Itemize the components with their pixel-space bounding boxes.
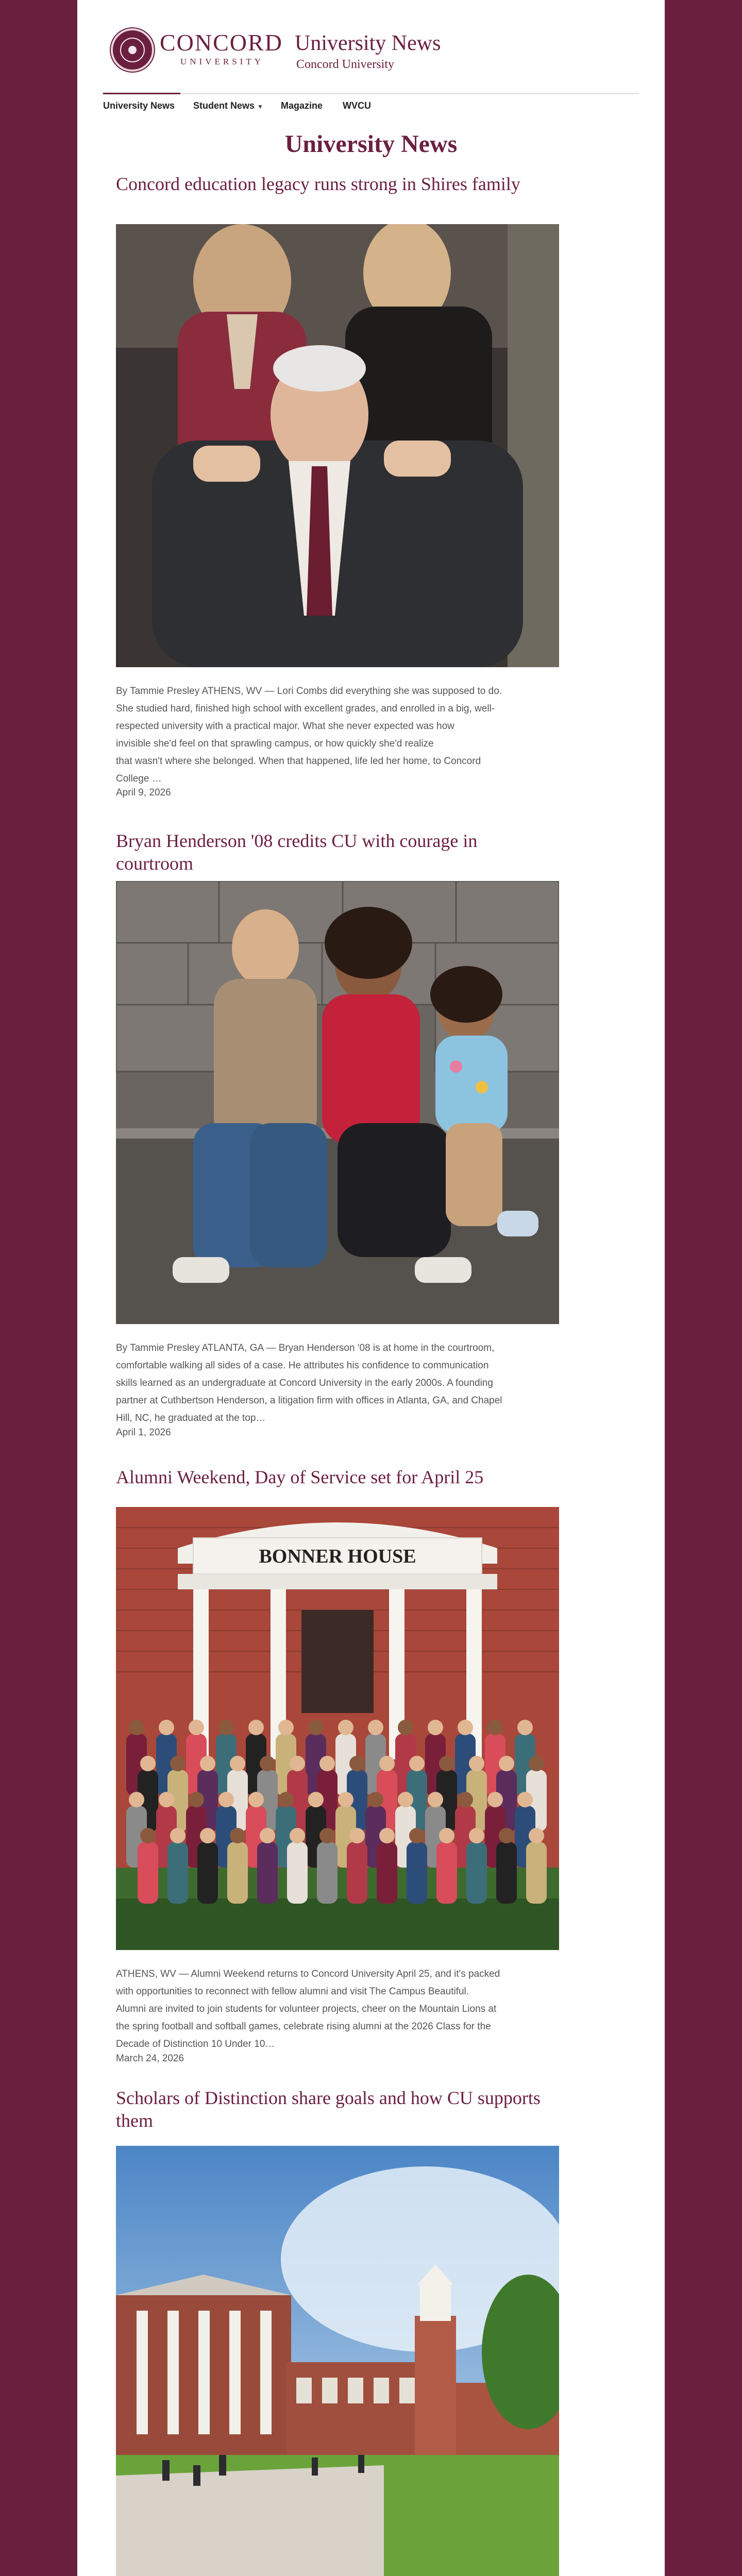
post-date: March 24, 2026	[116, 2053, 184, 2064]
site-title[interactable]: University News	[295, 31, 441, 55]
post-title[interactable]: Alumni Weekend, Day of Service set for April 25	[116, 1467, 484, 1487]
excerpt-line: ATHENS, WV — Alumni Weekend returns to Concord University April 25, and it's packed	[116, 1969, 500, 1979]
post-image-shires-family[interactable]	[116, 224, 559, 667]
excerpt-line: By Tammie Presley ATHENS, WV — Lori Combs did everything she was supposed to do.	[116, 686, 502, 697]
excerpt-line: By Tammie Presley ATLANTA, GA — Bryan Henderson '08 is at home in the courtroom,	[116, 1343, 495, 1353]
nav-wvcu[interactable]: WVCU	[343, 100, 371, 111]
post-article	[116, 1466, 559, 2079]
university-seal-icon	[111, 28, 154, 72]
site-description: Concord University	[296, 58, 394, 71]
excerpt-line: Alumni are invited to join students for volunteer projects, cheer on the Mountain Lions at	[116, 2004, 497, 2014]
archive-title: University News	[284, 130, 458, 158]
excerpt-line: Decade of Distinction 10 Under 10…	[116, 2039, 275, 2049]
post-title[interactable]: Bryan Henderson '08 credits CU with courage in courtroom	[116, 831, 478, 874]
post-article	[116, 173, 559, 817]
excerpt-line: She studied hard, finished high school with excellent grades, and enrolled in a big, well-	[116, 703, 495, 714]
excerpt-line: invisible she'd feel on that sprawling campus, or how quickly she'd realize	[116, 738, 434, 749]
excerpt-line: College …	[116, 773, 162, 784]
nav-magazine[interactable]: Magazine	[281, 100, 323, 111]
excerpt-line: partner at Cuthbertson Henderson, a litigation firm with offices in Atlanta, GA, and Chapel	[116, 1395, 502, 1406]
post-image-alumni-group[interactable]	[116, 1507, 559, 1950]
nav-student-news[interactable]	[193, 98, 263, 113]
post-excerpt	[116, 683, 559, 788]
post-article	[116, 829, 559, 1461]
excerpt-line: comfortable walking all sides of a case. He attributes his confidence to communication	[116, 1360, 489, 1371]
page	[77, 0, 665, 2576]
nav-student-news-label: Student News	[193, 100, 255, 111]
post-image-henderson-family[interactable]	[116, 881, 559, 1324]
post-date: April 9, 2026	[116, 787, 171, 798]
excerpt-line: skills learned as an undergraduate at Concord University in the early 2000s. A founding	[116, 1378, 493, 1388]
post-image-campus[interactable]	[116, 2146, 559, 2576]
post-article	[116, 2087, 559, 2576]
excerpt-line: with opportunities to reconnect with fellow alumni and visit The Campus Beautiful.	[116, 1986, 469, 1997]
site-header	[103, 26, 639, 77]
post-title[interactable]: Scholars of Distinction share goals and how CU supports them	[116, 2088, 541, 2131]
chevron-down-icon: ▼	[257, 103, 263, 110]
excerpt-line: Hill, NC, he graduated at the top…	[116, 1413, 266, 1423]
post-title[interactable]: Concord education legacy runs strong in Shires family	[116, 174, 520, 194]
logo-wordmark: CONCORD	[160, 29, 283, 56]
nav-university-news[interactable]: University News	[103, 100, 175, 111]
concord-university-logo[interactable]	[103, 26, 283, 77]
excerpt-line: the spring football and softball games, celebrate rising alumni at the 2026 Class for the	[116, 2021, 491, 2032]
post-excerpt	[116, 1340, 559, 1427]
logo-subtitle: UNIVERSITY	[180, 57, 264, 66]
post-date: April 1, 2026	[116, 1427, 171, 1438]
post-excerpt	[116, 1965, 559, 2053]
bonner-house-sign: BONNER HOUSE	[259, 1546, 416, 1567]
nav-active-indicator	[103, 93, 180, 94]
excerpt-line: respected university with a practical major. What she never expected was how	[116, 721, 454, 732]
nav-divider	[103, 93, 639, 94]
excerpt-line: that wasn't where she belonged. When that happened, life led her home, to Concord	[116, 756, 481, 767]
